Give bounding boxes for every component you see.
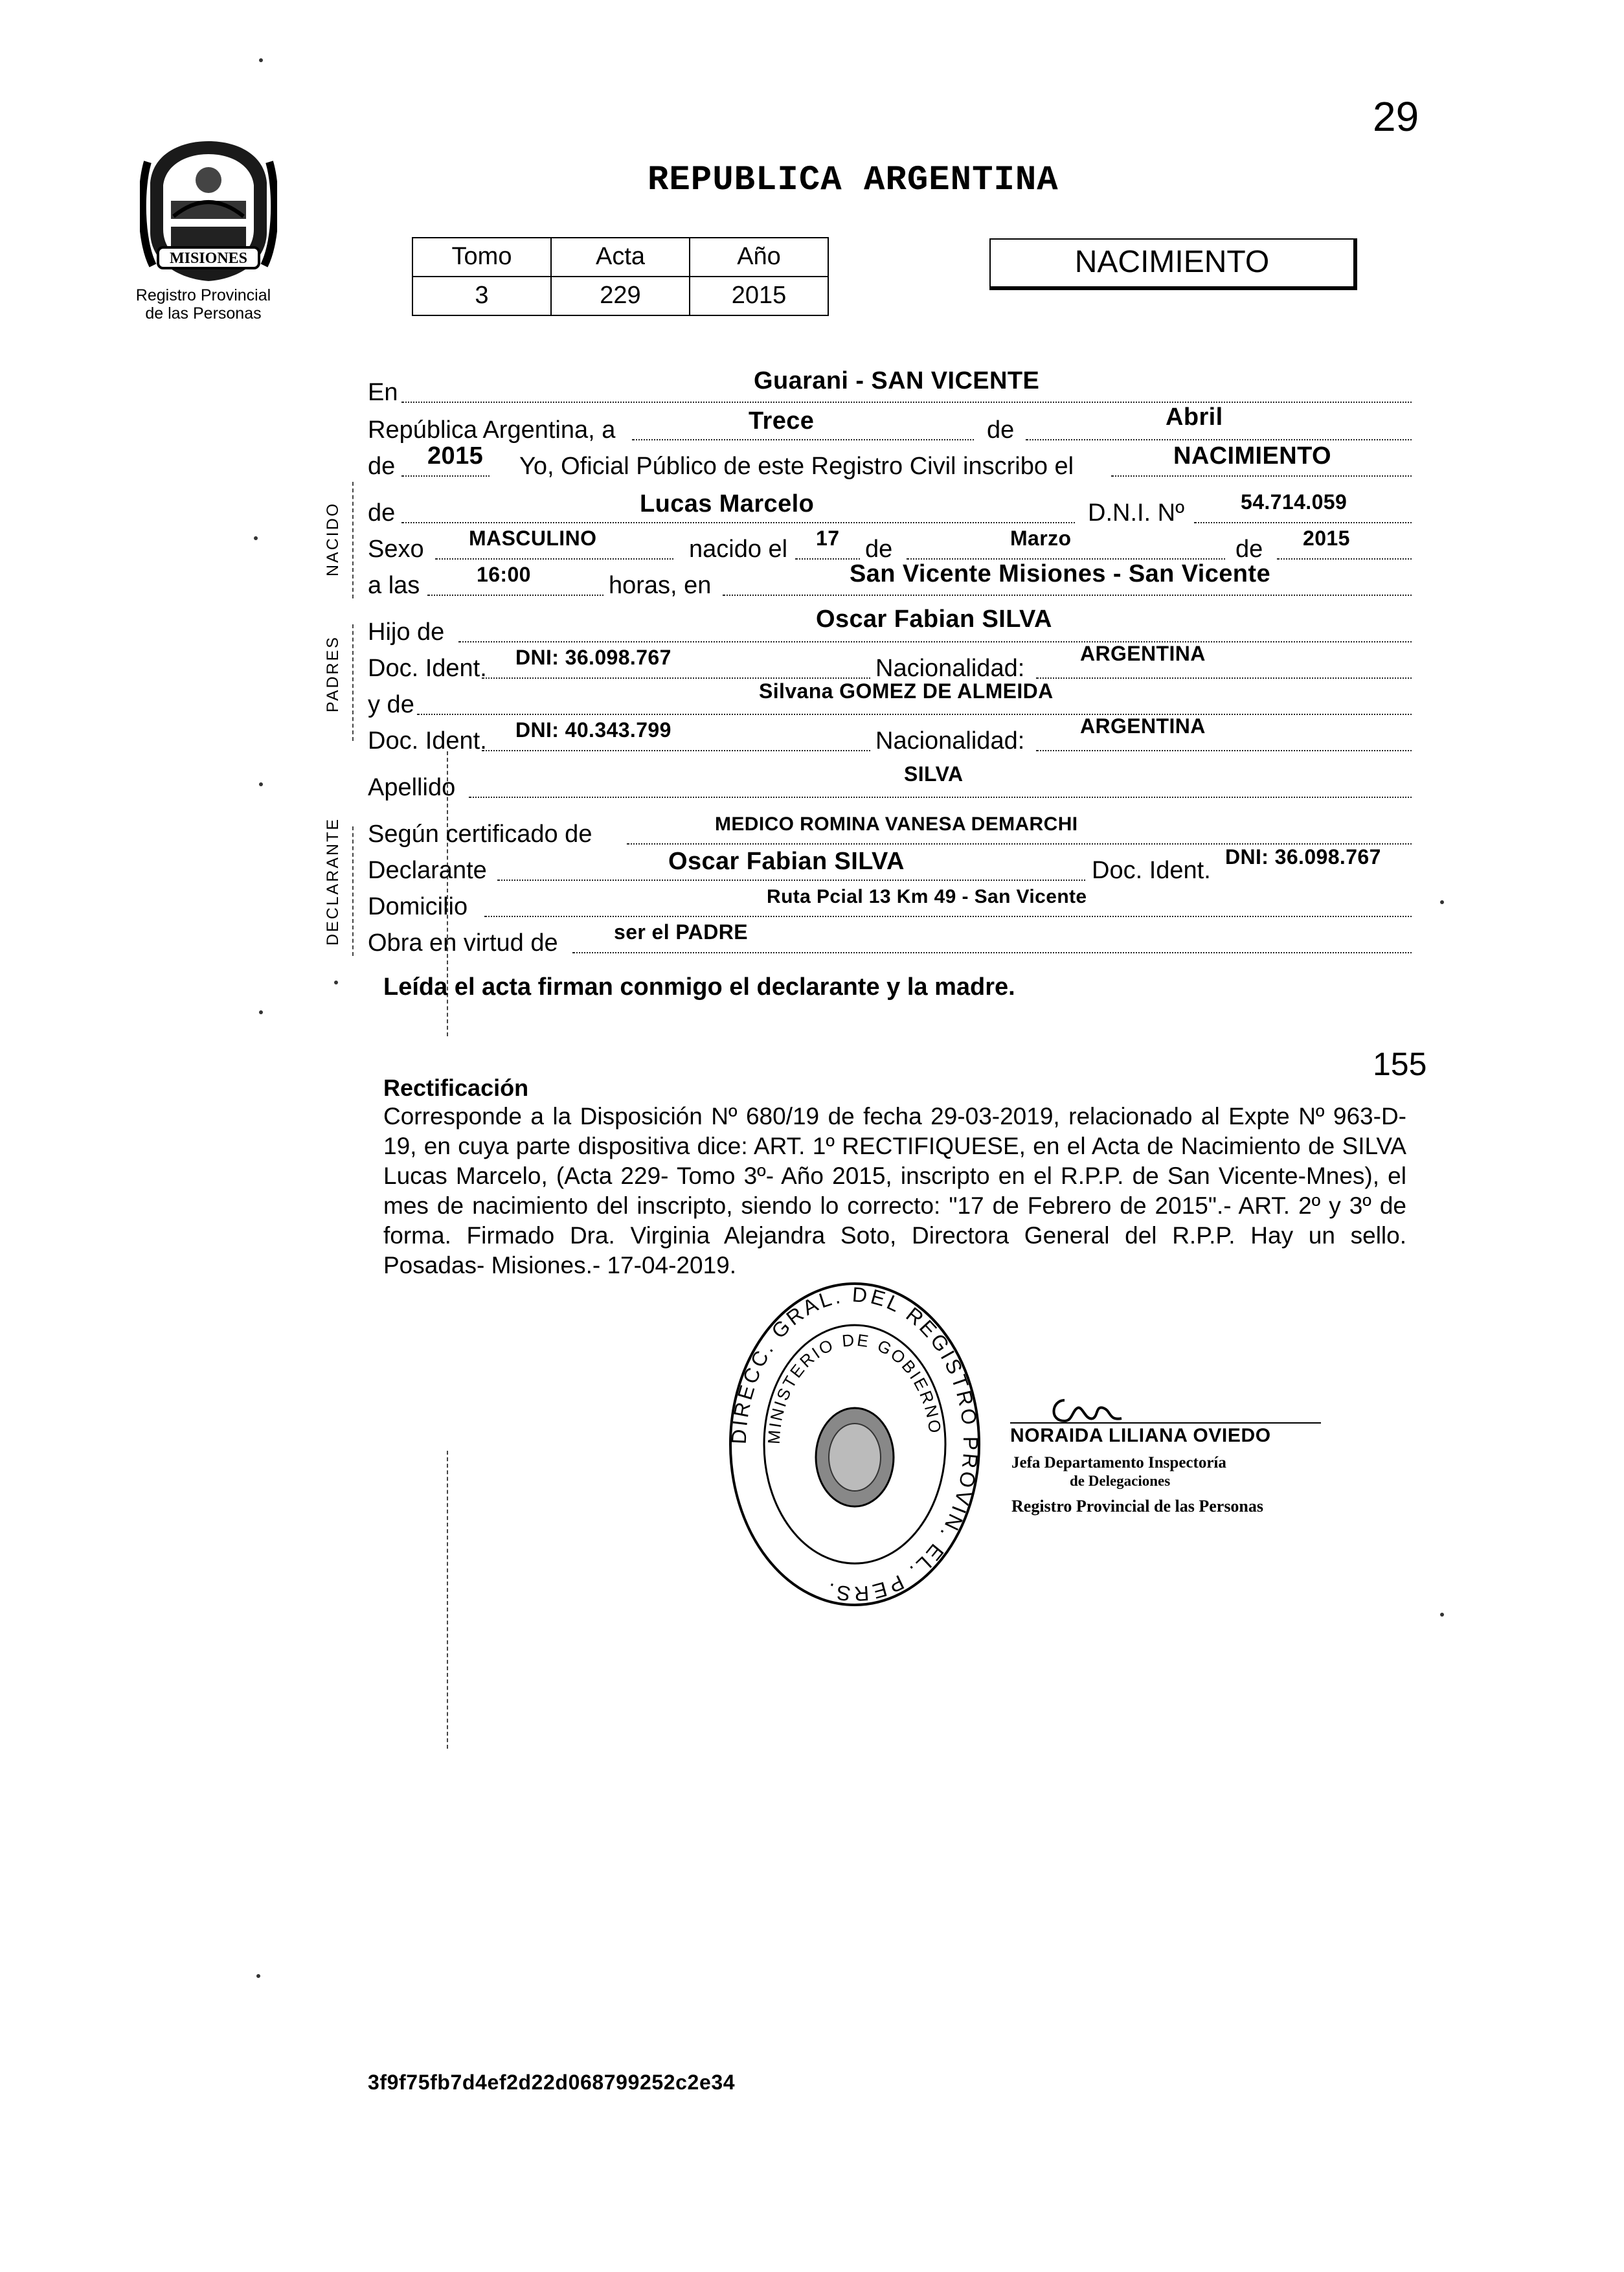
y-de-label: y de [368, 692, 414, 719]
mes-value: Abril [1166, 404, 1223, 431]
svg-text:MISIONES: MISIONES [169, 250, 248, 267]
segun-label: Según certificado de [368, 821, 592, 848]
dotted-line [482, 750, 870, 751]
nombre-value: Lucas Marcelo [640, 491, 815, 518]
apellido-value: SILVA [904, 764, 964, 786]
scan-speck [259, 782, 263, 786]
de-label: de [1235, 536, 1263, 563]
acta-header: Acta [551, 238, 690, 277]
dotted-line [1111, 475, 1412, 477]
dotted-line [435, 558, 673, 560]
anio-value-text: 2015 [427, 443, 484, 470]
dotted-line [401, 402, 1412, 403]
logo-label-2: de las Personas [145, 304, 262, 323]
de-label: de [368, 500, 396, 527]
acta-value: 229 [551, 277, 690, 315]
signatory-name: NORAIDA LILIANA OVIEDO [1010, 1425, 1271, 1447]
dotted-line [572, 952, 1412, 953]
sexo-value: MASCULINO [469, 528, 597, 551]
signature-line [1010, 1422, 1321, 1424]
scan-speck [259, 58, 263, 62]
dotted-line [723, 595, 1412, 596]
page-number: 29 [1373, 93, 1419, 140]
side-label-padres: PADRES [324, 635, 342, 712]
side-divider [352, 826, 354, 956]
closing-text: Leída el acta firman conmigo el declarante y la madre. [383, 974, 1015, 1001]
document-title: REPUBLICA ARGENTINA [648, 162, 1059, 201]
lugar-value: San Vicente Misiones - San Vicente [850, 561, 1270, 588]
madre-doc-value: DNI: 40.343.799 [515, 720, 671, 742]
padre-value: Oscar Fabian SILVA [816, 606, 1052, 633]
dotted-line [627, 843, 1412, 845]
de-label: de [865, 536, 893, 563]
declarante-doc-value: DNI: 36.098.767 [1225, 847, 1381, 869]
scan-speck [259, 1010, 263, 1014]
nacido-label: nacido el [689, 536, 788, 563]
declarante-value: Oscar Fabian SILVA [668, 848, 905, 876]
dni-value: 54.714.059 [1241, 492, 1348, 514]
scan-speck [1440, 1613, 1444, 1617]
domicilio-value: Ruta Pcial 13 Km 49 - San Vicente [767, 886, 1087, 908]
domicilio-label: Domicilio [368, 894, 468, 921]
seal-outer-text: DIRECC. GRAL. DEL REGISTRO PROVIN. EL. PERS. [727, 1282, 983, 1606]
dni-label: D.N.I. Nº [1088, 500, 1184, 527]
logo-label-1: Registro Provincial [135, 286, 271, 304]
declarante-doc-label: Doc. Ident. [1092, 858, 1211, 885]
de-label: de [987, 417, 1015, 444]
dia-value: Trece [749, 408, 815, 435]
dotted-line [1036, 677, 1412, 679]
seal-inner-text: MINISTERIO DE GOBIERNO [763, 1330, 945, 1445]
padre-doc-value: DNI: 36.098.767 [515, 648, 671, 670]
dotted-line [795, 558, 860, 560]
official-seal-icon [725, 1276, 984, 1613]
republica-label: República Argentina, a [368, 417, 616, 444]
obra-label: Obra en virtud de [368, 930, 558, 957]
nac-dia-value: 17 [816, 528, 840, 551]
annotation-number: 155 [1373, 1047, 1427, 1083]
dotted-line [907, 558, 1225, 560]
signatory-title-3: Registro Provincial de las Personas [1011, 1496, 1264, 1516]
doc-ident-label: Doc. Ident. [368, 655, 487, 683]
apellido-label: Apellido [368, 775, 456, 802]
sexo-label: Sexo [368, 536, 424, 563]
padre-nac-value: ARGENTINA [1080, 644, 1206, 666]
dotted-line [497, 880, 1085, 881]
registry-table [412, 237, 829, 316]
dotted-line [1026, 439, 1412, 440]
side-divider [352, 482, 354, 598]
declarante-label: Declarante [368, 858, 487, 885]
nac-mes-value: Marzo [1010, 528, 1072, 551]
dotted-line [458, 641, 1412, 642]
dotted-line [1277, 558, 1412, 560]
madre-nac-value: ARGENTINA [1080, 716, 1206, 738]
en-label: En [368, 380, 398, 407]
hora-value: 16:00 [477, 565, 531, 587]
tomo-value: 3 [412, 277, 551, 315]
nac-anio-value: 2015 [1303, 528, 1350, 551]
fold-line [447, 1451, 448, 1749]
dotted-line [482, 677, 870, 679]
de-label: de [368, 453, 396, 481]
doc-ident-label: Doc. Ident. [368, 728, 487, 755]
act-type-box: NACIMIENTO [989, 238, 1357, 290]
signatory-title-1: Jefa Departamento Inspectoría [1011, 1453, 1226, 1471]
signatory-title-2: de Delegaciones [1070, 1474, 1171, 1490]
tomo-header: Tomo [412, 238, 551, 277]
nacionalidad-label: Nacionalidad: [875, 655, 1025, 683]
dotted-line [401, 522, 1075, 523]
side-divider [352, 624, 354, 741]
provincia-misiones-crest-icon [140, 136, 277, 286]
document-hash: 3f9f75fb7d4ef2d22d068799252c2e34 [368, 2073, 736, 2095]
horas-label: horas, en [609, 573, 712, 600]
side-label-nacido: NACIDO [324, 501, 342, 576]
nacionalidad-label: Nacionalidad: [875, 728, 1025, 755]
certificado-value: MEDICO ROMINA VANESA DEMARCHI [715, 813, 1078, 835]
scan-speck [1440, 900, 1444, 904]
rectificacion-body: Corresponde a la Disposición Nº 680/19 de fecha 29-03-2019, relacionado al Expte Nº 963-D-19, en cuya parte dispositiva dice: ART. 1º RECTIFIQUESE, en el Acta de Nacimiento de SILVA Lucas Marcelo, (Acta 229- Tomo 3º- Año 2015, inscripto en el R.P.P. de San Vicente-Mnes), el mes de nacimiento del inscripto, siendo lo correcto: "17 de Febrero de 2015".- ART. 2º y 3º de forma. Firmado Dra. Virginia Alejandra Soto, Directora General del R.P.P. Hay un sello. Posadas- Misiones.- 17-04-2019. [383, 1102, 1406, 1278]
hijo-label: Hijo de [368, 619, 445, 646]
anio-header: Año [690, 238, 828, 277]
en-value: Guarani - SAN VICENTE [754, 368, 1040, 395]
yo-text: Yo, Oficial Público de este Registro Civil inscribo el [519, 453, 1074, 481]
scan-speck [256, 1974, 260, 1978]
dotted-line [1194, 522, 1412, 523]
dotted-line [484, 916, 1412, 917]
rectificacion-title: Rectificación [383, 1075, 529, 1101]
madre-value: Silvana GOMEZ DE ALMEIDA [759, 681, 1054, 703]
dotted-line [417, 714, 1412, 715]
anio-value: 2015 [690, 277, 828, 315]
dotted-line [1036, 750, 1412, 751]
acto-value: NACIMIENTO [1173, 443, 1331, 470]
side-label-declarante: DECLARANTE [324, 817, 342, 946]
a-las-label: a las [368, 573, 420, 600]
dotted-line [401, 475, 490, 477]
dotted-line [469, 797, 1412, 798]
registry-logo [127, 136, 295, 323]
obra-value: ser el PADRE [614, 922, 748, 944]
scan-speck [334, 981, 338, 984]
dotted-line [632, 439, 974, 440]
dotted-line [427, 595, 603, 596]
scan-speck [254, 536, 258, 540]
